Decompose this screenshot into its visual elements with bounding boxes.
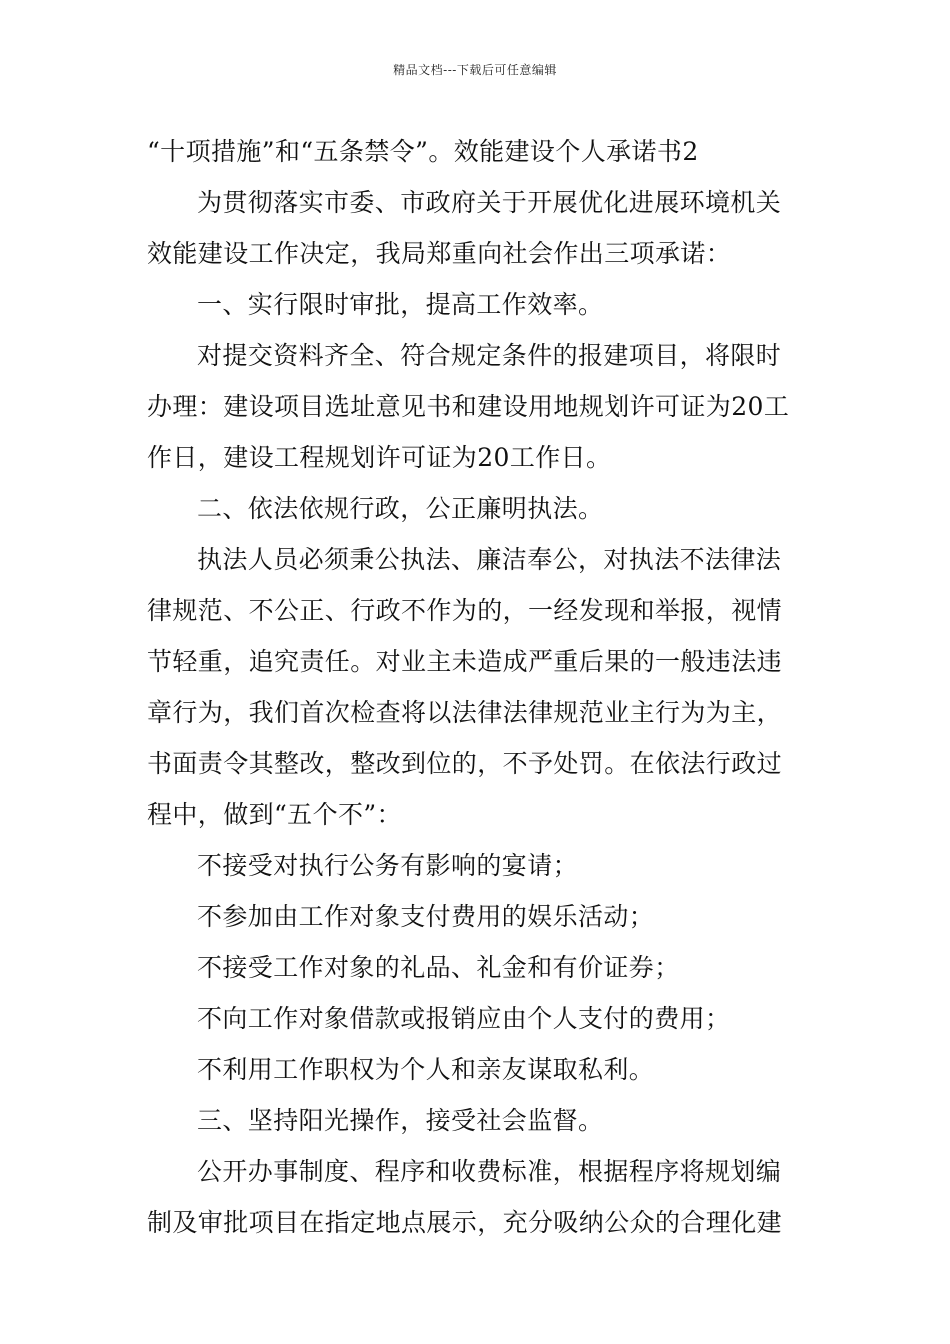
- paragraph-line: 效能建设工作决定，我局郑重向社会作出三项承诺：: [147, 239, 732, 268]
- title-line: “十项措施”和“五条禁令”。效能建设个人承诺书2: [147, 137, 699, 166]
- document-body: [147, 126, 807, 1248]
- paragraph-line: 节轻重，追究责任。对业主未造成严重后果的一般违法违: [147, 647, 783, 676]
- list-item: 不参加由工作对象支付费用的娱乐活动；: [197, 902, 655, 931]
- list-item: 不接受工作对象的礼品、礼金和有价证券；: [197, 953, 680, 982]
- list-item: 不利用工作职权为个人和亲友谋取私利。: [197, 1055, 655, 1084]
- paragraph-line: 程中，做到“五个不”：: [147, 800, 402, 829]
- paragraph-line: 作日，建设工程规划许可证为20工作日。: [147, 443, 612, 472]
- paragraph-line: 书面责令其整改，整改到位的，不予处罚。在依法行政过: [147, 749, 783, 778]
- section-heading-1: 一、实行限时审批，提高工作效率。: [197, 290, 604, 319]
- paragraph-line: 对提交资料齐全、符合规定条件的报建项目，将限时: [197, 341, 782, 370]
- paragraph-line: 章行为，我们首次检查将以法律法律规范业主行为为主，: [147, 698, 783, 727]
- list-item: 不向工作对象借款或报销应由个人支付的费用；: [197, 1004, 731, 1033]
- page-header: 精品文档---下载后可任意编辑: [393, 63, 557, 77]
- paragraph-line: 为贯彻落实市委、市政府关于开展优化进展环境机关: [197, 188, 782, 217]
- paragraph-line: 公开办事制度、程序和收费标准，根据程序将规划编: [197, 1157, 782, 1186]
- paragraph-line: 制及审批项目在指定地点展示，充分吸纳公众的合理化建: [147, 1208, 783, 1237]
- paragraph-line: 律规范、不公正、行政不作为的，一经发现和举报，视情: [147, 596, 783, 625]
- section-heading-2: 二、依法依规行政，公正廉明执法。: [197, 494, 604, 523]
- paragraph-line: 执法人员必须秉公执法、廉洁奉公，对执法不法律法: [197, 545, 782, 574]
- paragraph-line: 办理：建设项目选址意见书和建设用地规划许可证为20工: [147, 392, 790, 421]
- list-item: 不接受对执行公务有影响的宴请；: [197, 851, 579, 880]
- section-heading-3: 三、坚持阳光操作，接受社会监督。: [197, 1106, 604, 1135]
